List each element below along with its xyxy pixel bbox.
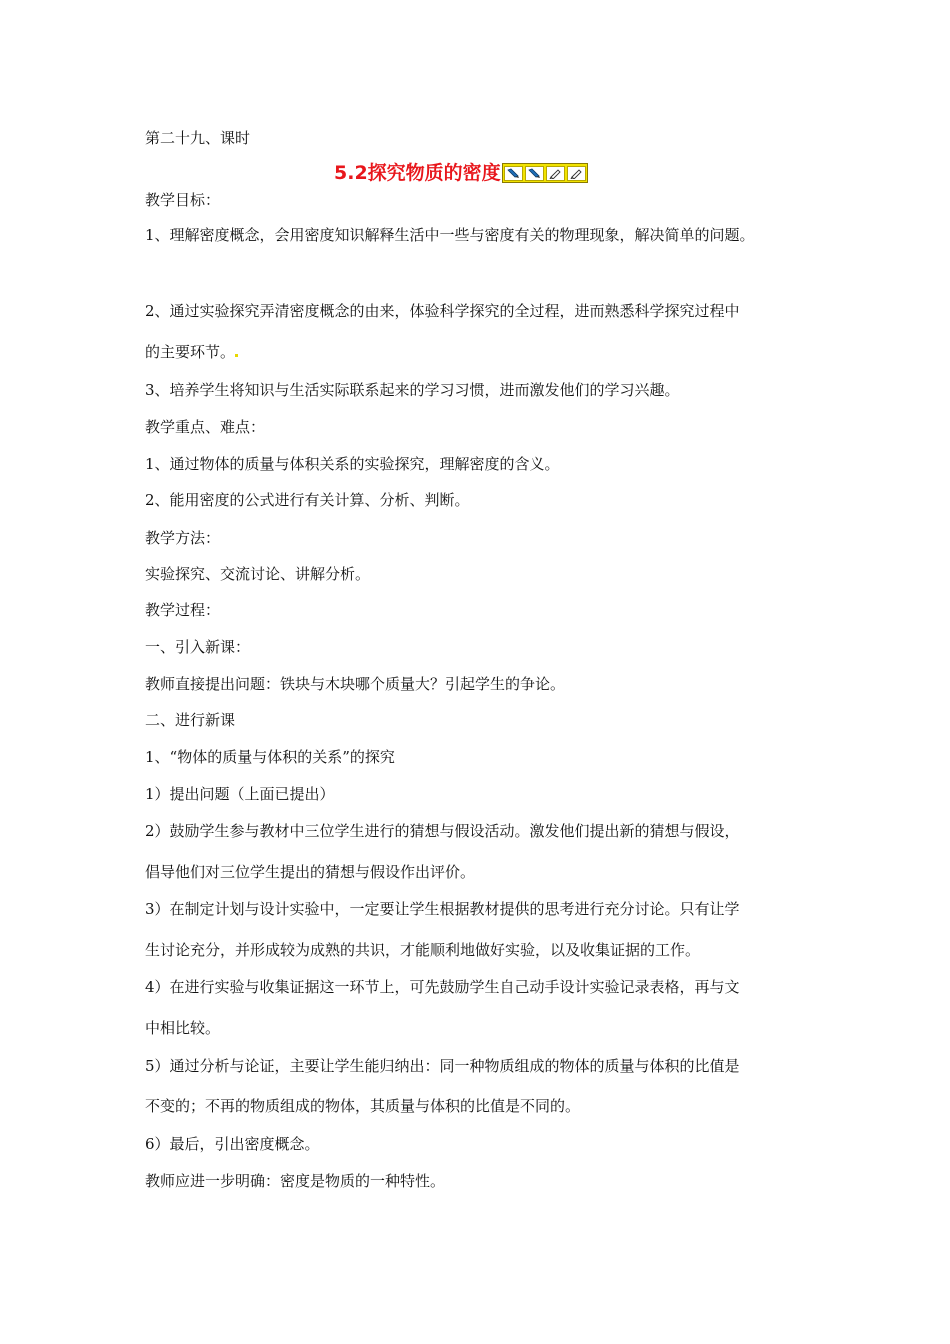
inquiry-step-4-line-1: 4）在进行实验与收集证据这一环节上，可先鼓励学生自己动手设计实验记录表格，再与文 xyxy=(145,978,740,996)
inquiry-step-2-line-2: 倡导他们对三位学生提出的猜想与假设作出评价。 xyxy=(145,863,476,881)
inquiry-step-6: 6）最后，引出密度概念。 xyxy=(145,1135,320,1153)
pencil-outline-icon xyxy=(546,166,565,181)
teacher-note: 教师应进一步明确：密度是物质的一种特性。 xyxy=(145,1172,446,1190)
inquiry-step-3-line-1: 3）在制定计划与设计实验中，一定要让学生根据教材提供的思考进行充分讨论。只有让学 xyxy=(145,900,740,918)
pencil-icon xyxy=(525,166,544,181)
decorative-dot xyxy=(235,354,238,357)
key-point-2: 2、能用密度的公式进行有关计算、分析、判断。 xyxy=(145,491,470,509)
objective-3: 3、培养学生将知识与生活实际联系起来的学习习惯，进而激发他们的学习兴趣。 xyxy=(145,381,680,399)
inquiry-step-2-line-1: 2）鼓励学生参与教材中三位学生进行的猜想与假设活动。激发他们提出新的猜想与假设， xyxy=(145,822,740,840)
methods-text: 实验探究、交流讨论、讲解分析。 xyxy=(145,565,371,583)
step-intro: 一、引入新课： xyxy=(145,638,251,656)
section-heading-process: 教学过程： xyxy=(145,601,221,619)
title-icon-strip xyxy=(502,163,588,183)
objective-2-line-2: 的主要环节。 xyxy=(145,342,238,362)
objective-1: 1、理解密度概念，会用密度知识解释生活中一些与密度有关的物理现象，解决简单的问题。 xyxy=(145,226,755,244)
objective-2-line-1: 2、通过实验探究弄清密度概念的由来，体验科学探究的全过程，进而熟悉科学探究过程中 xyxy=(145,302,740,320)
section-heading-objectives: 教学目标： xyxy=(145,191,221,209)
inquiry-step-5-line-1: 5）通过分析与论证，主要让学生能归纳出：同一种物质组成的物体的质量与体积的比值是 xyxy=(145,1057,740,1075)
page-title: 5.2探究物质的密度 xyxy=(334,162,501,184)
key-point-1: 1、通过物体的质量与体积关系的实验探究，理解密度的含义。 xyxy=(145,455,560,473)
inquiry-step-5-line-2: 不变的；不再的物质组成的物体，其质量与体积的比值是不同的。 xyxy=(145,1097,581,1115)
inquiry-step-4-line-2: 中相比较。 xyxy=(145,1019,221,1037)
pencil-icon xyxy=(504,166,523,181)
inquiry-heading: 1、“物体的质量与体积的关系”的探究 xyxy=(145,748,395,766)
section-heading-methods: 教学方法： xyxy=(145,529,221,547)
pencil-outline-icon xyxy=(567,166,586,181)
inquiry-step-3-line-2: 生讨论充分，并形成较为成熟的共识，才能顺利地做好实验，以及收集证据的工作。 xyxy=(145,941,701,959)
lesson-label: 第二十九、课时 xyxy=(145,129,251,147)
section-heading-key-points: 教学重点、难点： xyxy=(145,418,266,436)
step-new-lesson: 二、进行新课 xyxy=(145,711,236,729)
inquiry-step-1: 1）提出问题（上面已提出） xyxy=(145,785,335,803)
intro-question: 教师直接提出问题：铁块与木块哪个质量大？引起学生的争论。 xyxy=(145,675,566,693)
title-row xyxy=(334,160,588,186)
